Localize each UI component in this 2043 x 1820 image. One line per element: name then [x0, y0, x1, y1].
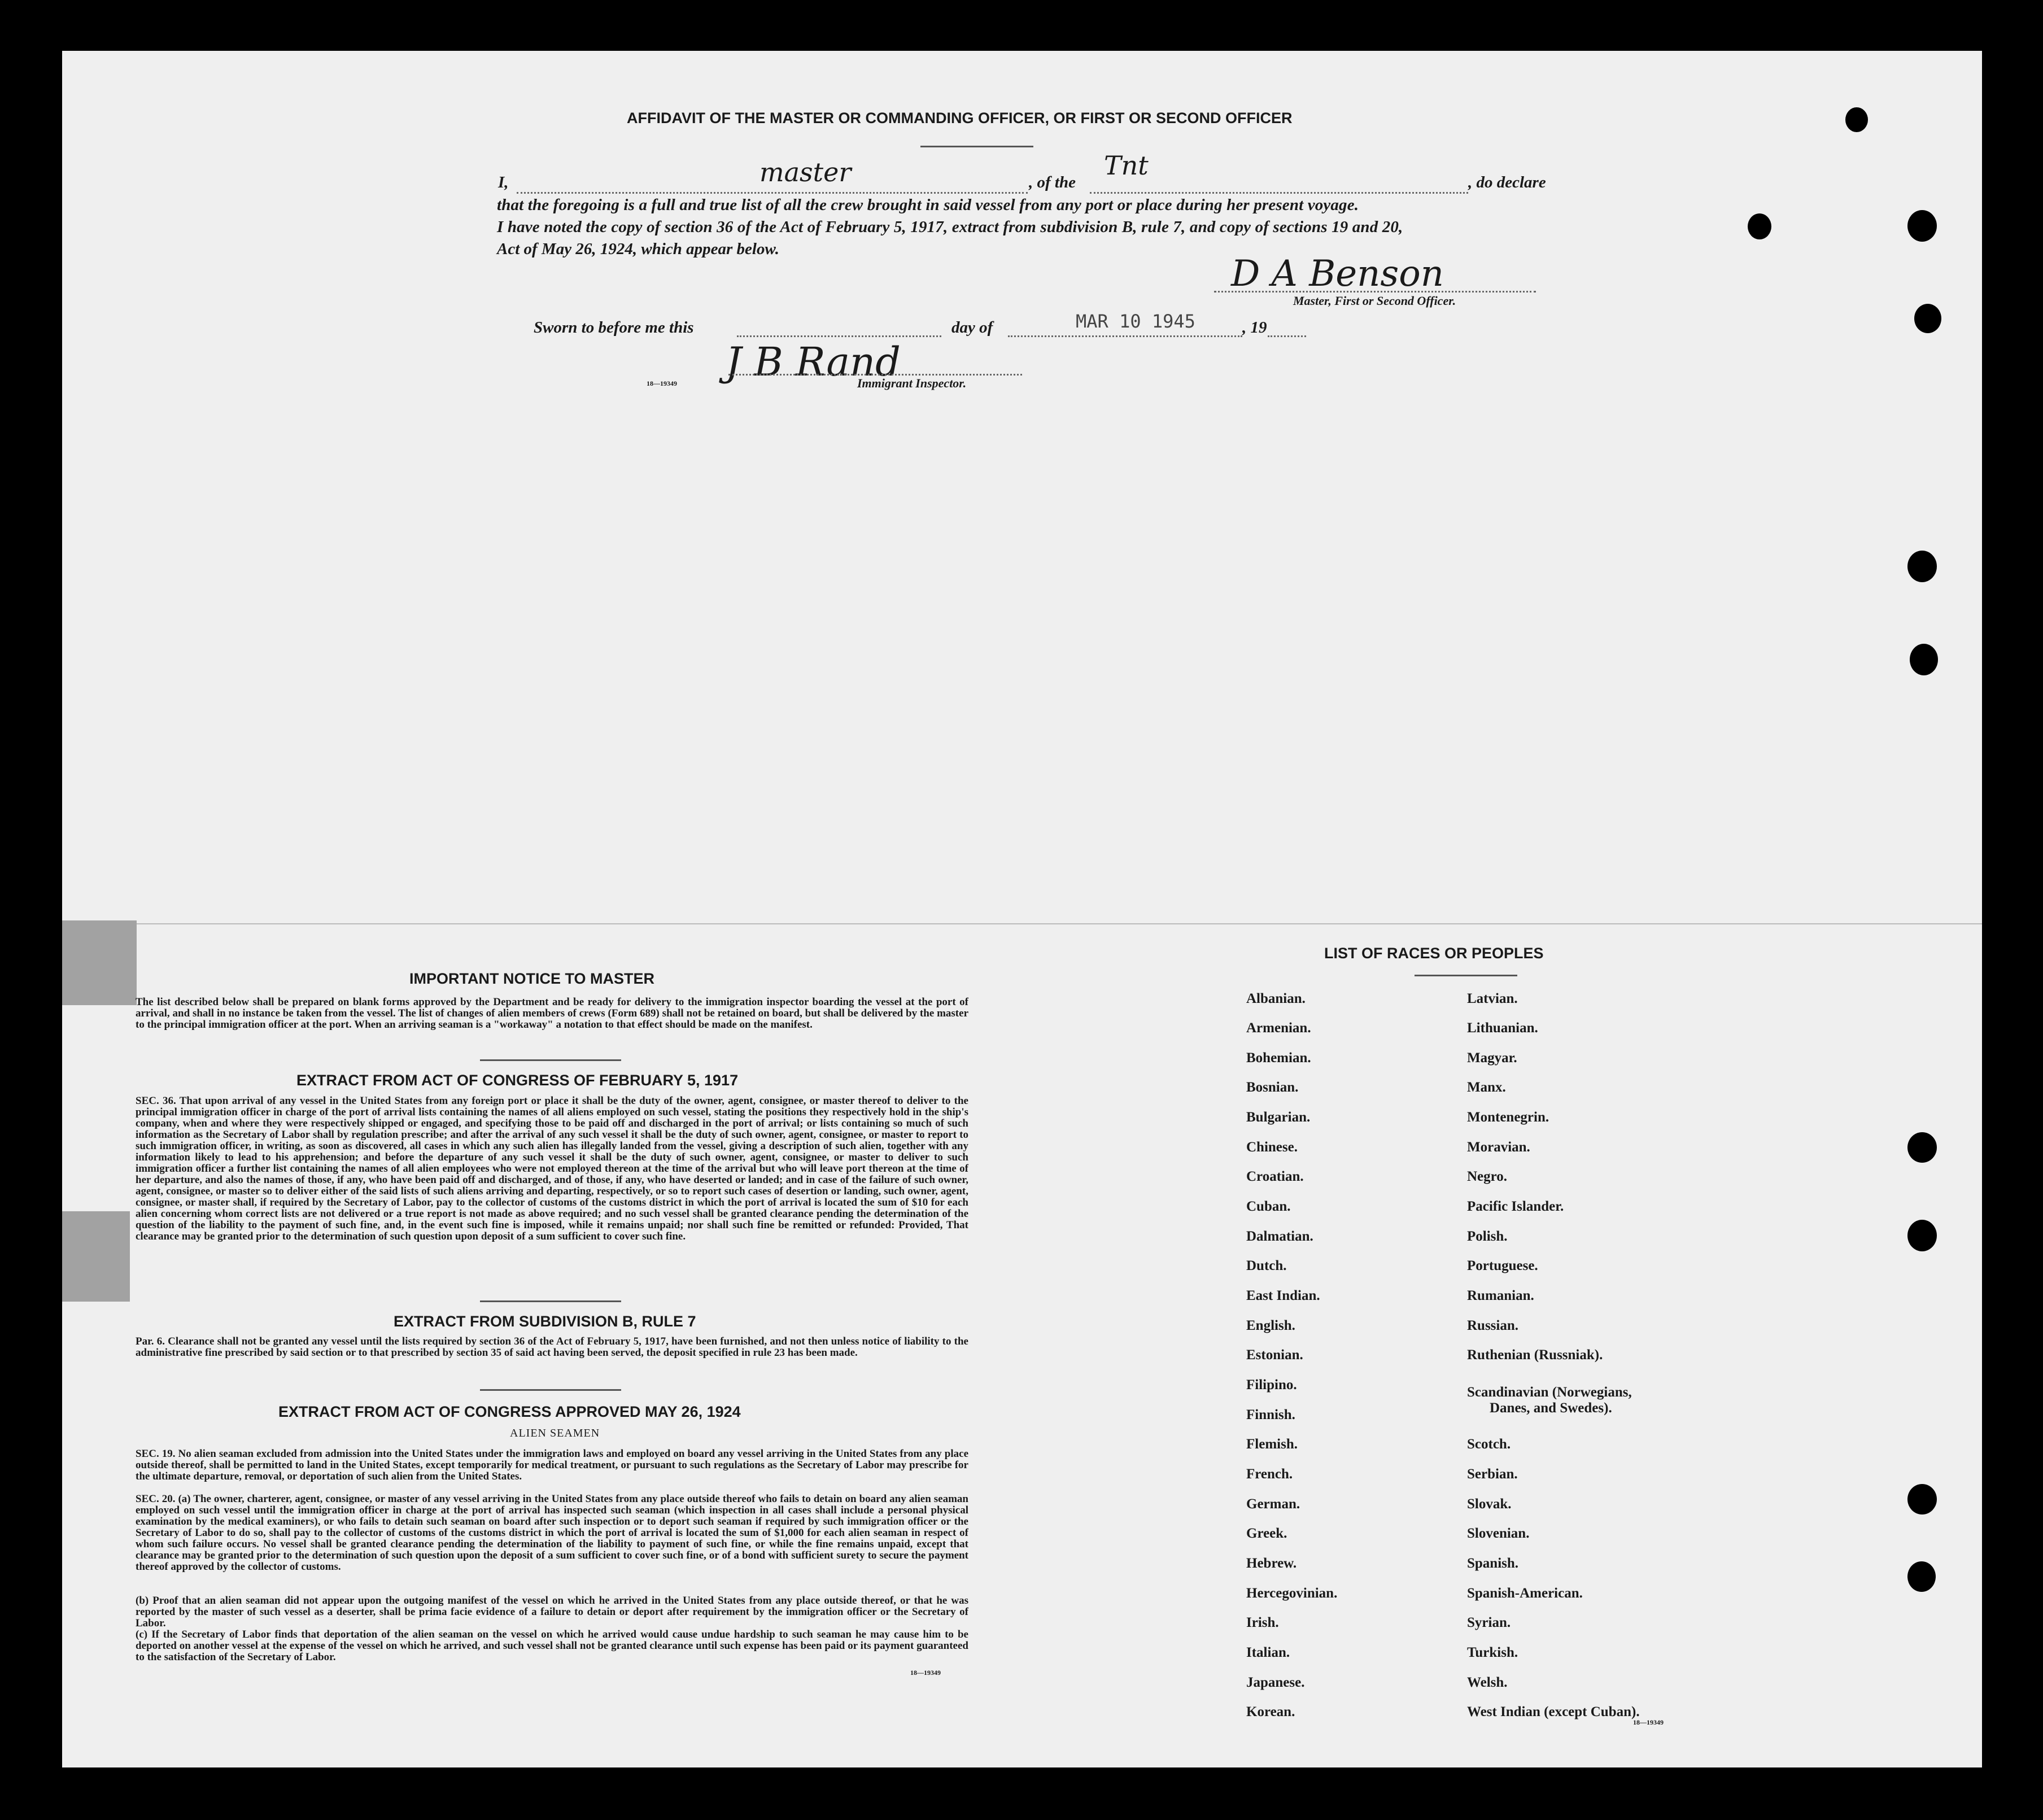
punch-hole: [1910, 644, 1938, 675]
race-left-item: German.: [1246, 1496, 1300, 1512]
race-left-item: Korean.: [1246, 1704, 1295, 1719]
race-right-item: Scandinavian (Norwegians,: [1467, 1385, 1632, 1400]
race-right-item: Welsh.: [1467, 1675, 1508, 1690]
punch-hole: [1907, 210, 1937, 242]
vessel-name-handwriting: Tnt: [1104, 150, 1149, 181]
punch-hole: [1907, 1484, 1937, 1515]
name-line: [517, 192, 1028, 194]
extract-1924-sec20a: SEC. 20. (a) The owner, charterer, agent, consignee, or master of any vessel arriving in the United States from any place outside thereof who fails to detain on board any alien seaman employed on such vessel until the immigration officer in charge at the port of arrival has inspected such seaman (which inspection in all cases shall include a personal physical examination by the medical examiners), or who fails to detain such seaman on board after such inspection or to deport such seaman if required by such immigration officer or the Secretary of Labor to do so, shall pay to the collector of customs of the customs district in which the port of arrival is located the sum of $1,000 for each alien seaman in respect of whom such failure occurs. No vessel shall be granted clearance pending the determination of the liability to payment of such fine, or while the fine remains unpaid, except that clearance may be granted prior to the determination of such question upon the deposit of a sum sufficient to cover such fine, or of a bond with sufficient surety to secure the payment thereof approved by the collector of customs.: [136, 1493, 968, 1573]
punch-hole: [1748, 213, 1771, 239]
race-right-item: Montenegrin.: [1467, 1110, 1549, 1125]
punch-hole: [1907, 1132, 1937, 1163]
notice-title: IMPORTANT NOTICE TO MASTER: [409, 970, 654, 987]
rule7-title: EXTRACT FROM SUBDIVISION B, RULE 7: [394, 1313, 696, 1330]
race-right-item: Spanish.: [1467, 1556, 1519, 1571]
sworn-day-line: [737, 335, 941, 337]
extract-1924-sec19: SEC. 19. No alien seaman excluded from admission into the United States under the immigration laws and employed on board any vessel arriving in the United States from any place outside thereof, shall be permitted to land in the United States, except temporarily for medical treatment, or pursuant to such regulations as the Secretary of Labor may prescribe for the ultimate departure, removal, or deportation of such alien from the United States.: [136, 1448, 968, 1482]
sworn-month-line: [1008, 335, 1242, 337]
punch-hole: [1907, 1220, 1937, 1251]
race-right-item: Turkish.: [1467, 1645, 1518, 1660]
race-left-item: French.: [1246, 1467, 1293, 1482]
race-left-item: Estonian.: [1246, 1347, 1303, 1363]
year-line: [1268, 335, 1306, 337]
races-title: LIST OF RACES OR PEOPLES: [1324, 945, 1544, 962]
punch-hole: [1914, 304, 1941, 333]
race-left-item: Irish.: [1246, 1615, 1279, 1630]
inspector-line: [728, 374, 1022, 376]
tape-mark: [62, 920, 137, 1005]
fold-line: [137, 923, 1982, 924]
rule7-rule: [480, 1389, 621, 1391]
extract-1917-rule: [480, 1300, 621, 1302]
race-right-item: West Indian (except Cuban).: [1467, 1704, 1640, 1719]
race-right-item: Russian.: [1467, 1318, 1519, 1333]
inspector-signature: J B Rand: [726, 339, 901, 385]
affidavit-title: AFFIDAVIT OF THE MASTER OR COMMANDING OFFICER, OR FIRST OR SECOND OFFICER: [627, 110, 1293, 126]
extract-1924-sec20b: (b) Proof that an alien seaman did not appear upon the outgoing manifest of the vessel on which he arrived in the United States from any place outside thereof, or that he was reported by the master of such vessel as a deserter, shall be prima facie evidence of a failure to detain or deport after requirement by the immigration officer or the Secretary of Labor.: [136, 1595, 968, 1629]
race-right-item: Polish.: [1467, 1229, 1508, 1244]
race-left-item: Italian.: [1246, 1645, 1290, 1660]
notice-rule: [480, 1059, 621, 1061]
date-stamp: MAR 10 1945: [1076, 311, 1195, 332]
extract-1924-sec20c: (c) If the Secretary of Labor finds that deportation of the alien seaman on the vessel on which he arrived would cause undue hardship to such seaman he may cause him to be deported on another vessel at the expense of the vessel on which he arrived, and such vessel shall not be granted clearance until such expense has been paid or its payment guaranteed to the satisfaction of the Secretary of Labor.: [136, 1629, 968, 1663]
punch-hole: [1907, 1561, 1936, 1592]
form-number: 18—19349: [647, 379, 677, 387]
race-left-item: Filipino.: [1246, 1377, 1297, 1393]
race-left-item: Flemish.: [1246, 1437, 1298, 1452]
race-right-item: Scotch.: [1467, 1437, 1511, 1452]
race-right-item: Serbian.: [1467, 1467, 1518, 1482]
race-left-item: Bulgarian.: [1246, 1110, 1311, 1125]
extract-1924-form-number: 18—19349: [910, 1669, 941, 1677]
day-of-label: day of: [951, 318, 993, 337]
extract-1924-title: EXTRACT FROM ACT OF CONGRESS APPROVED MAY 26, 1924: [278, 1403, 741, 1420]
race-right-item: Latvian.: [1467, 991, 1518, 1006]
extract-1924-subtitle: ALIEN SEAMEN: [510, 1427, 600, 1439]
master-name-handwriting: master: [759, 157, 852, 187]
race-right-item: Syrian.: [1467, 1615, 1511, 1630]
affidavit-line-4: Act of May 26, 1924, which appear below.: [497, 240, 779, 258]
race-left-item: Dalmatian.: [1246, 1229, 1313, 1244]
race-left-item: Greek.: [1246, 1526, 1287, 1541]
affidavit-title-rule: [920, 146, 1033, 147]
race-right-item: Slovak.: [1467, 1496, 1512, 1512]
race-left-item: Dutch.: [1246, 1258, 1287, 1273]
race-left-item: Finnish.: [1246, 1407, 1295, 1422]
race-left-item: Japanese.: [1246, 1675, 1305, 1690]
races-rule: [1415, 975, 1517, 976]
race-left-item: Hebrew.: [1246, 1556, 1297, 1571]
race-right-item: Manx.: [1467, 1080, 1506, 1095]
race-right-item: Rumanian.: [1467, 1288, 1534, 1303]
races-form-number: 18—19349: [1633, 1718, 1664, 1726]
race-right-item: Negro.: [1467, 1169, 1508, 1184]
affidavit-i-label: I,: [498, 173, 509, 191]
race-left-item: Croatian.: [1246, 1169, 1304, 1184]
inspector-label: Immigrant Inspector.: [857, 376, 967, 390]
master-signature: D A Benson: [1231, 253, 1444, 295]
race-left-item: English.: [1246, 1318, 1295, 1333]
of-the-label: , of the: [1029, 173, 1076, 191]
rule7-text: Par. 6. Clearance shall not be granted any vessel until the lists required by section 36 of the Act of February 5, 1917, have been furnished, and not then unless notice of liability to the administrative fine prescribed by said section or to that prescribed by section 35 of said act having been served, the deposit specified in rule 23 has been made.: [136, 1335, 968, 1359]
do-declare-label: , do declare: [1468, 173, 1546, 191]
race-right-item: Lithuanian.: [1467, 1020, 1538, 1036]
punch-hole: [1907, 551, 1937, 582]
race-right-item: Magyar.: [1467, 1050, 1517, 1066]
year-label: , 19: [1242, 318, 1267, 337]
race-right-item: Spanish-American.: [1467, 1586, 1583, 1601]
tape-mark: [62, 1211, 130, 1302]
race-right-item: Slovenian.: [1467, 1526, 1530, 1541]
vessel-line: [1090, 192, 1468, 194]
sworn-label: Sworn to before me this: [534, 318, 694, 337]
race-left-item: Bohemian.: [1246, 1050, 1311, 1066]
extract-1917-title: EXTRACT FROM ACT OF CONGRESS OF FEBRUARY 5, 1917: [296, 1072, 739, 1089]
notice-text: The list described below shall be prepared on blank forms approved by the Department and be ready for delivery to the immigration inspector boarding the vessel at the port of arrival, and shall in no instance be taken from the vessel. The list of changes of alien members of crews (Form 689) shall not be retained on board, but shall be delivered by the master to the principal immigration officer at the port. When an arriving seaman is a "workaway" a notation to that effect should be made on the manifest.: [136, 996, 968, 1031]
race-left-item: East Indian.: [1246, 1288, 1320, 1303]
race-left-item: Cuban.: [1246, 1199, 1291, 1214]
race-left-item: Hercegovinian.: [1246, 1586, 1338, 1601]
race-right-item: Danes, and Swedes).: [1490, 1400, 1612, 1416]
race-right-item: Ruthenian (Russniak).: [1467, 1347, 1603, 1363]
race-left-item: Armenian.: [1246, 1020, 1311, 1036]
master-label: Master, First or Second Officer.: [1293, 294, 1456, 308]
race-right-item: Portuguese.: [1467, 1258, 1538, 1273]
race-right-item: Pacific Islander.: [1467, 1199, 1564, 1214]
signature-line: [1214, 291, 1536, 293]
race-left-item: Albanian.: [1246, 991, 1306, 1006]
race-left-item: Chinese.: [1246, 1140, 1298, 1155]
race-left-item: Bosnian.: [1246, 1080, 1299, 1095]
race-right-item: Moravian.: [1467, 1140, 1530, 1155]
affidavit-line-3: I have noted the copy of section 36 of the Act of February 5, 1917, extract from subdivision B, rule 7, and copy of sections 19 and 20,: [497, 218, 1403, 236]
extract-1917-text: SEC. 36. That upon arrival of any vessel in the United States from any foreign port or place it shall be the duty of the owner, agent, consignee, or master thereof to deliver to the principal immigration officer in charge of the port of arrival lists containing the names of all aliens employed on such vessel, stating the positions they respectively hold in the ship's company, when and where they were respectively shipped or engaged, and specifying those to be paid off and discharged in the port of arrival; or lists containing so much of such information as the Secretary of Labor shall by regulation prescribe; and after the arrival of any such vessel it shall be the duty of such owner, agent, consignee, or master to report to such immigration officer, in writing, as soon as discovered, all cases in which any such alien has illegally landed from the vessel, giving a description of such alien, together with any information likely to lead to his apprehension; and before the departure of any such vessel it shall be the duty of such owner, agent, consignee, or master to deliver to such immigration officer a further list containing the names of all alien employees who were not employed thereon at the time of the arrival but who will leave port thereon at the time of her departure, and also the names of those, if any, who have been paid off and discharged, and of those, if any, who have deserted or landed; and in case of the failure of such owner, agent, consignee, or master so to deliver either of the said lists of such aliens arriving and departing, respectively, or so to report such cases of desertion or landing, such owner, agent, consignee, or master shall, if required by the Secretary of Labor, pay to the collector of customs of the customs district in which the port of arrival is located the sum of $10 for each alien concerning whom correct lists are not delivered or a true report is not made as above required; and no such vessel shall be granted clearance pending the determination of the question of the liability to the payment of such fine, and, in the event such fine is imposed, while it remains unpaid; nor shall such fine be remitted or refunded: Provided, That clearance may be granted prior to the determination of such question upon deposit of a sum sufficient to cover such fine.: [136, 1095, 968, 1242]
punch-hole: [1845, 107, 1868, 132]
affidavit-line-2: that the foregoing is a full and true list of all the crew brought in said vessel from any port or place during her present voyage.: [497, 196, 1359, 214]
